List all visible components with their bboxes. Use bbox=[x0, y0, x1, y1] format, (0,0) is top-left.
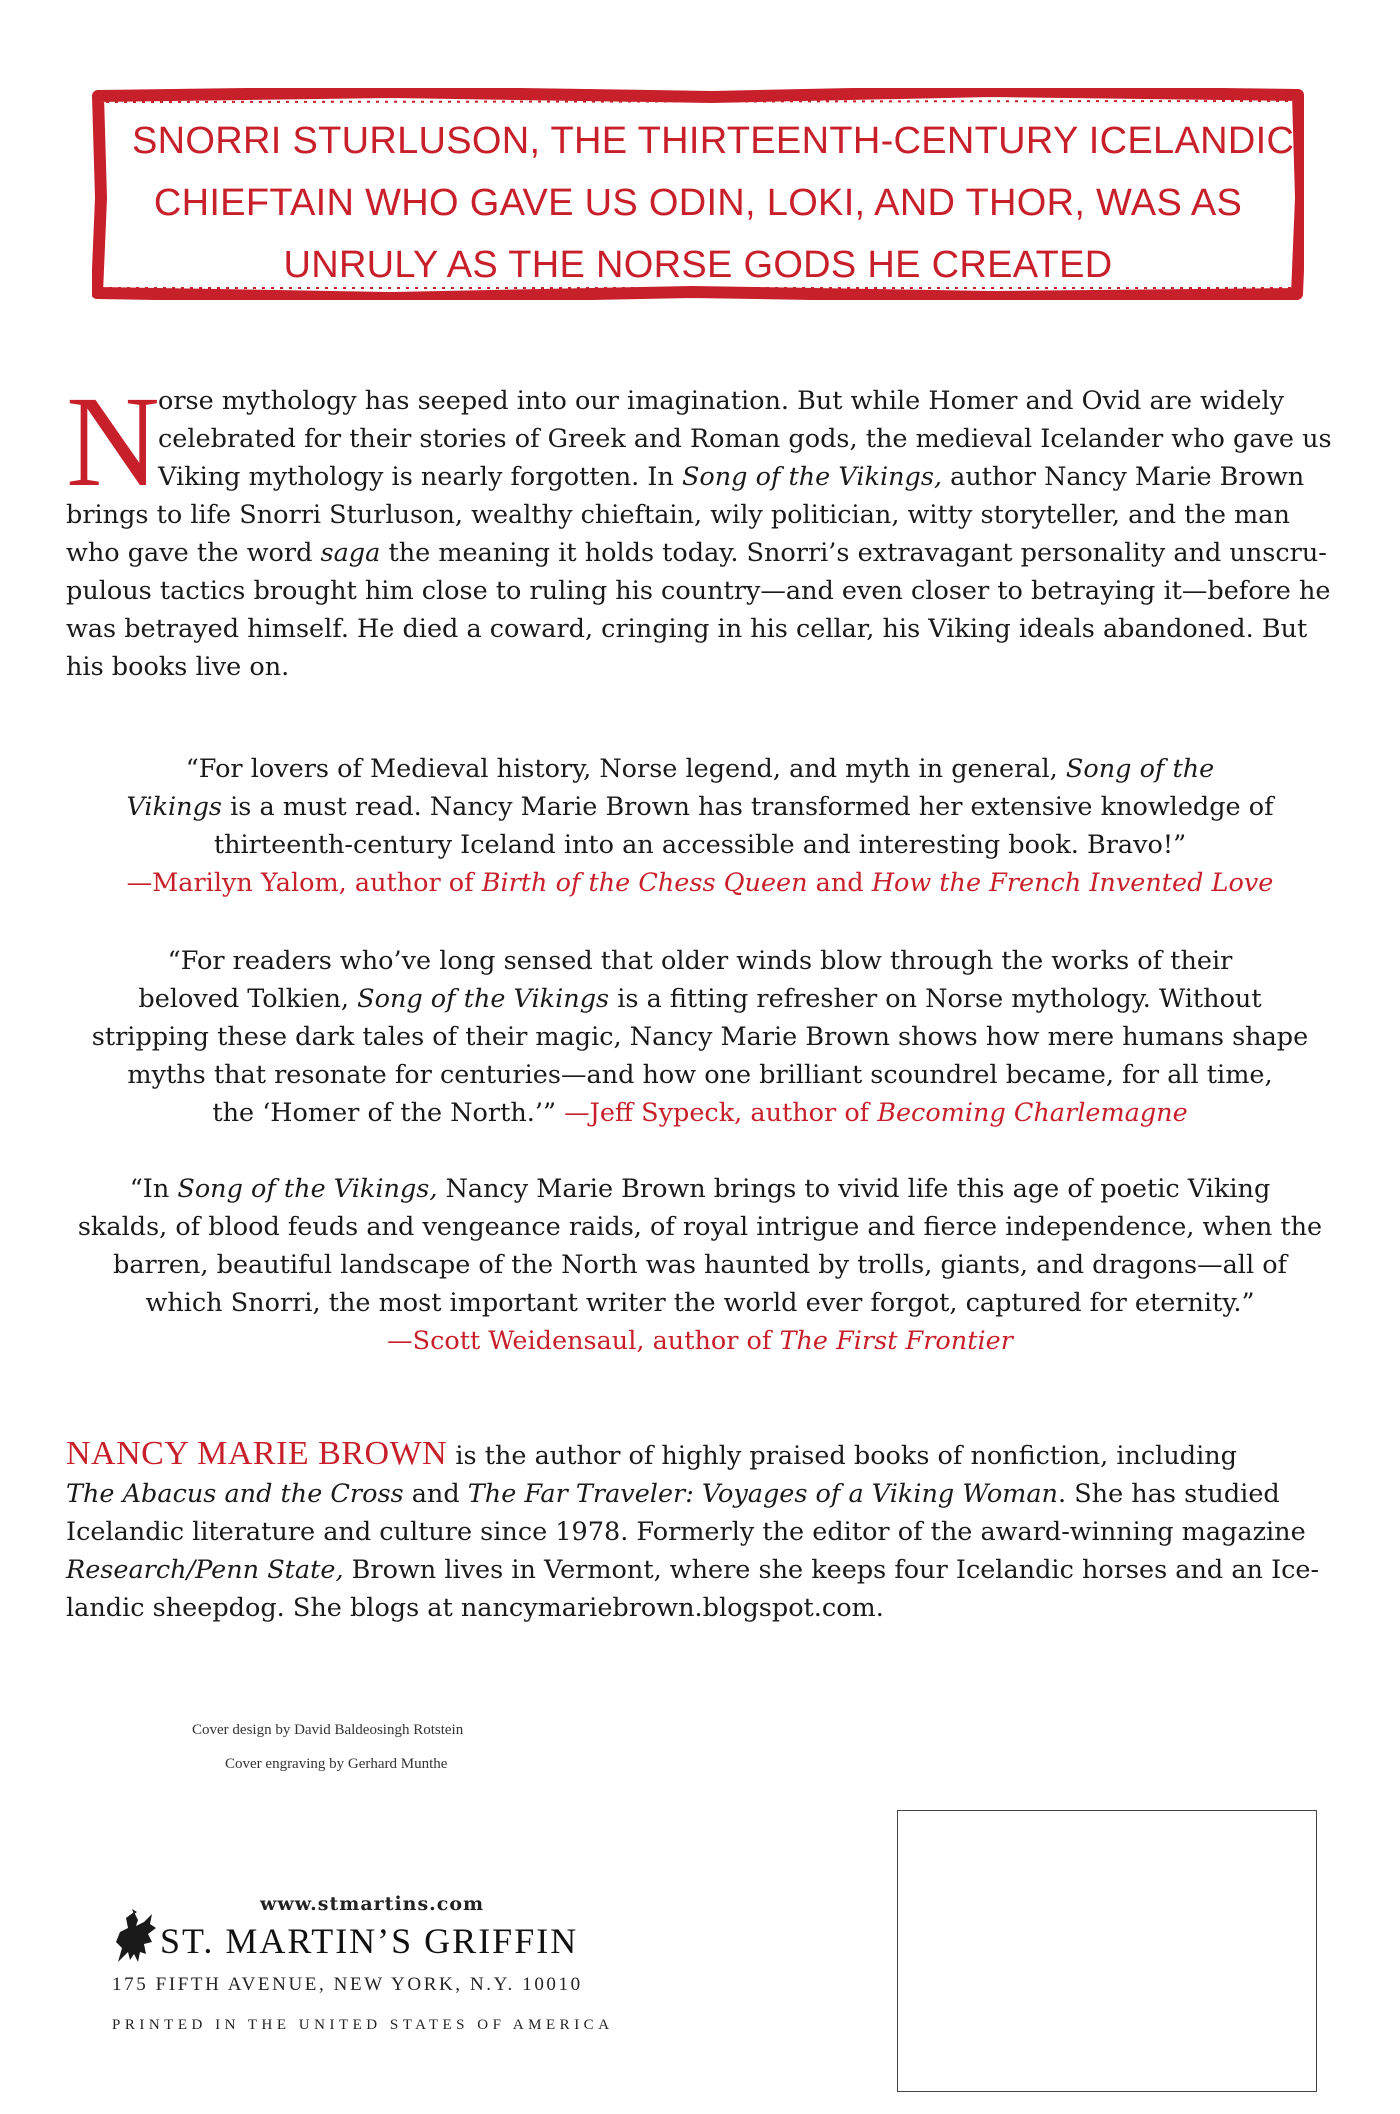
quote-line: which Snorri, the most important writer the world ever forgot, captured for eternity.” bbox=[145, 1288, 1255, 1318]
drop-cap: N bbox=[66, 370, 160, 514]
intro-line: was betrayed himself. He died a coward, cringing in his cellar, his Viking ideals abandoned. But bbox=[66, 614, 1308, 644]
quote-line: myths that resonate for centuries—and how one brilliant scoundrel became, for all time, bbox=[127, 1060, 1273, 1090]
bio-line bbox=[66, 1435, 1334, 1475]
intro-paragraph bbox=[66, 370, 1334, 686]
book-title: How the French Invented Love bbox=[871, 868, 1274, 898]
book-title: Vikings bbox=[126, 792, 223, 822]
book-title: Song of the Vikings, bbox=[177, 1174, 438, 1204]
cover-engraving-credit: Cover engraving by Gerhard Munthe bbox=[225, 1756, 448, 1772]
quote-attribution bbox=[60, 1322, 1340, 1360]
attribution-text: and bbox=[807, 868, 872, 898]
emphasis-word: saga bbox=[320, 538, 381, 568]
banner-text bbox=[132, 110, 1295, 296]
blurb-quote bbox=[60, 942, 1340, 1132]
banner-line: SNORRI STURLUSON, THE THIRTEENTH-CENTURY ICELANDIC bbox=[132, 120, 1295, 162]
quote-line: barren, beautiful landscape of the North was haunted by trolls, giants, and dragons—all of bbox=[113, 1250, 1287, 1280]
intro-text: who gave the word bbox=[66, 538, 321, 568]
griffin-icon bbox=[108, 1908, 160, 1966]
bio-text: Brown lives in Vermont, where she keeps four Icelandic horses and an Ice- bbox=[343, 1555, 1320, 1585]
publisher-website: www.stmartins.com bbox=[260, 1893, 485, 1915]
publisher-address: 175 FIFTH AVENUE, NEW YORK, N.Y. 10010 bbox=[112, 1974, 583, 1995]
quote-line bbox=[60, 788, 1340, 826]
quote-attribution bbox=[60, 864, 1340, 902]
quote-attribution bbox=[556, 1098, 1188, 1128]
book-title: The First Frontier bbox=[779, 1326, 1013, 1356]
blurb-quote bbox=[60, 750, 1340, 902]
bio-line bbox=[66, 1475, 1334, 1513]
banner-line: CHIEFTAIN WHO GAVE US ODIN, LOKI, AND THOR, WAS AS bbox=[153, 182, 1243, 224]
book-title: The Abacus and the Cross bbox=[66, 1479, 404, 1509]
quote-text: Nancy Marie Brown brings to vivid life this age of poetic Viking bbox=[437, 1174, 1271, 1204]
quote-line bbox=[60, 1170, 1340, 1208]
bio-line: landic sheepdog. She blogs at nancymariebrown.blogspot.com. bbox=[66, 1593, 884, 1623]
quote-text: is a fitting refresher on Norse mythology. Without bbox=[609, 984, 1262, 1014]
bio-text: and bbox=[403, 1479, 468, 1509]
quote-line bbox=[60, 980, 1340, 1018]
quote-line: skalds, of blood feuds and vengeance raids, of royal intrigue and fierce independence, when the bbox=[77, 1212, 1323, 1242]
quote-line bbox=[60, 1094, 1340, 1132]
quote-text: beloved Tolkien, bbox=[138, 984, 358, 1014]
intro-line: his books live on. bbox=[66, 652, 290, 682]
intro-line: brings to life Snorri Sturluson, wealthy chieftain, wily politician, witty storyteller, and the man bbox=[66, 500, 1290, 530]
barcode-box bbox=[897, 1810, 1317, 2092]
intro-line: orse mythology has seeped into our imagination. But while Homer and Ovid are widely bbox=[158, 386, 1285, 416]
cover-design-credit: Cover design by David Baldeosingh Rotstein bbox=[192, 1722, 464, 1738]
headline-banner bbox=[92, 88, 1304, 300]
attribution-text: —Marilyn Yalom, author of bbox=[126, 868, 482, 898]
intro-text: Viking mythology is nearly forgotten. In bbox=[158, 462, 682, 492]
book-title: Song of the Vikings, bbox=[681, 462, 943, 492]
quote-line: “For readers who’ve long sensed that older winds blow through the works of their bbox=[167, 946, 1233, 976]
author-bio bbox=[66, 1435, 1334, 1627]
intro-line: pulous tactics brought him close to ruling his country—and even closer to betraying it—before he bbox=[66, 576, 1331, 606]
banner-line: UNRULY AS THE NORSE GODS HE CREATED bbox=[283, 244, 1113, 286]
quote-text: “In bbox=[129, 1174, 178, 1204]
quote-text: is a must read. Nancy Marie Brown has transformed her extensive knowledge of bbox=[222, 792, 1274, 822]
bio-line bbox=[66, 1551, 1334, 1589]
book-title: Song of the bbox=[1065, 754, 1215, 784]
bio-line: Icelandic literature and culture since 1978. Formerly the editor of the award-winning magazine bbox=[66, 1517, 1306, 1547]
intro-text: the meaning it holds today. Snorri’s extravagant personality and unscru- bbox=[380, 538, 1327, 568]
bio-text: . She has studied bbox=[1057, 1479, 1280, 1509]
quote-text: the ‘Homer of the North.’” bbox=[212, 1098, 556, 1128]
quote-line: stripping these dark tales of their magic, Nancy Marie Brown shows how mere humans shape bbox=[91, 1022, 1309, 1052]
attribution-text: —Jeff Sypeck, author of bbox=[556, 1098, 878, 1128]
intro-text: author Nancy Marie Brown bbox=[942, 462, 1305, 492]
author-name: NANCY MARIE BROWN bbox=[66, 1435, 448, 1472]
magazine-title: Research/Penn State, bbox=[66, 1555, 344, 1585]
book-title: Birth of the Chess Queen bbox=[481, 868, 808, 898]
quote-text: “For lovers of Medieval history, Norse legend, and myth in general, bbox=[185, 754, 1066, 784]
quote-line bbox=[60, 750, 1340, 788]
printed-in-notice: PRINTED IN THE UNITED STATES OF AMERICA bbox=[112, 2017, 614, 2033]
quote-line: thirteenth-century Iceland into an accessible and interesting book. Bravo!” bbox=[213, 830, 1187, 860]
intro-line: celebrated for their stories of Greek and Roman gods, the medieval Icelander who gave us bbox=[158, 424, 1332, 454]
attribution-text: —Scott Weidensaul, author of bbox=[387, 1326, 780, 1356]
publisher-name: ST. MARTIN’S GRIFFIN bbox=[160, 1921, 579, 1961]
bio-text: is the author of highly praised books of nonfiction, including bbox=[447, 1441, 1237, 1471]
blurb-quote bbox=[60, 1170, 1340, 1360]
intro-line bbox=[66, 534, 1334, 572]
book-title: Song of the Vikings bbox=[357, 984, 610, 1014]
book-title: Becoming Charlemagne bbox=[877, 1098, 1188, 1128]
intro-line bbox=[66, 458, 1334, 496]
book-title: The Far Traveler: Voyages of a Viking Woman bbox=[467, 1479, 1058, 1509]
